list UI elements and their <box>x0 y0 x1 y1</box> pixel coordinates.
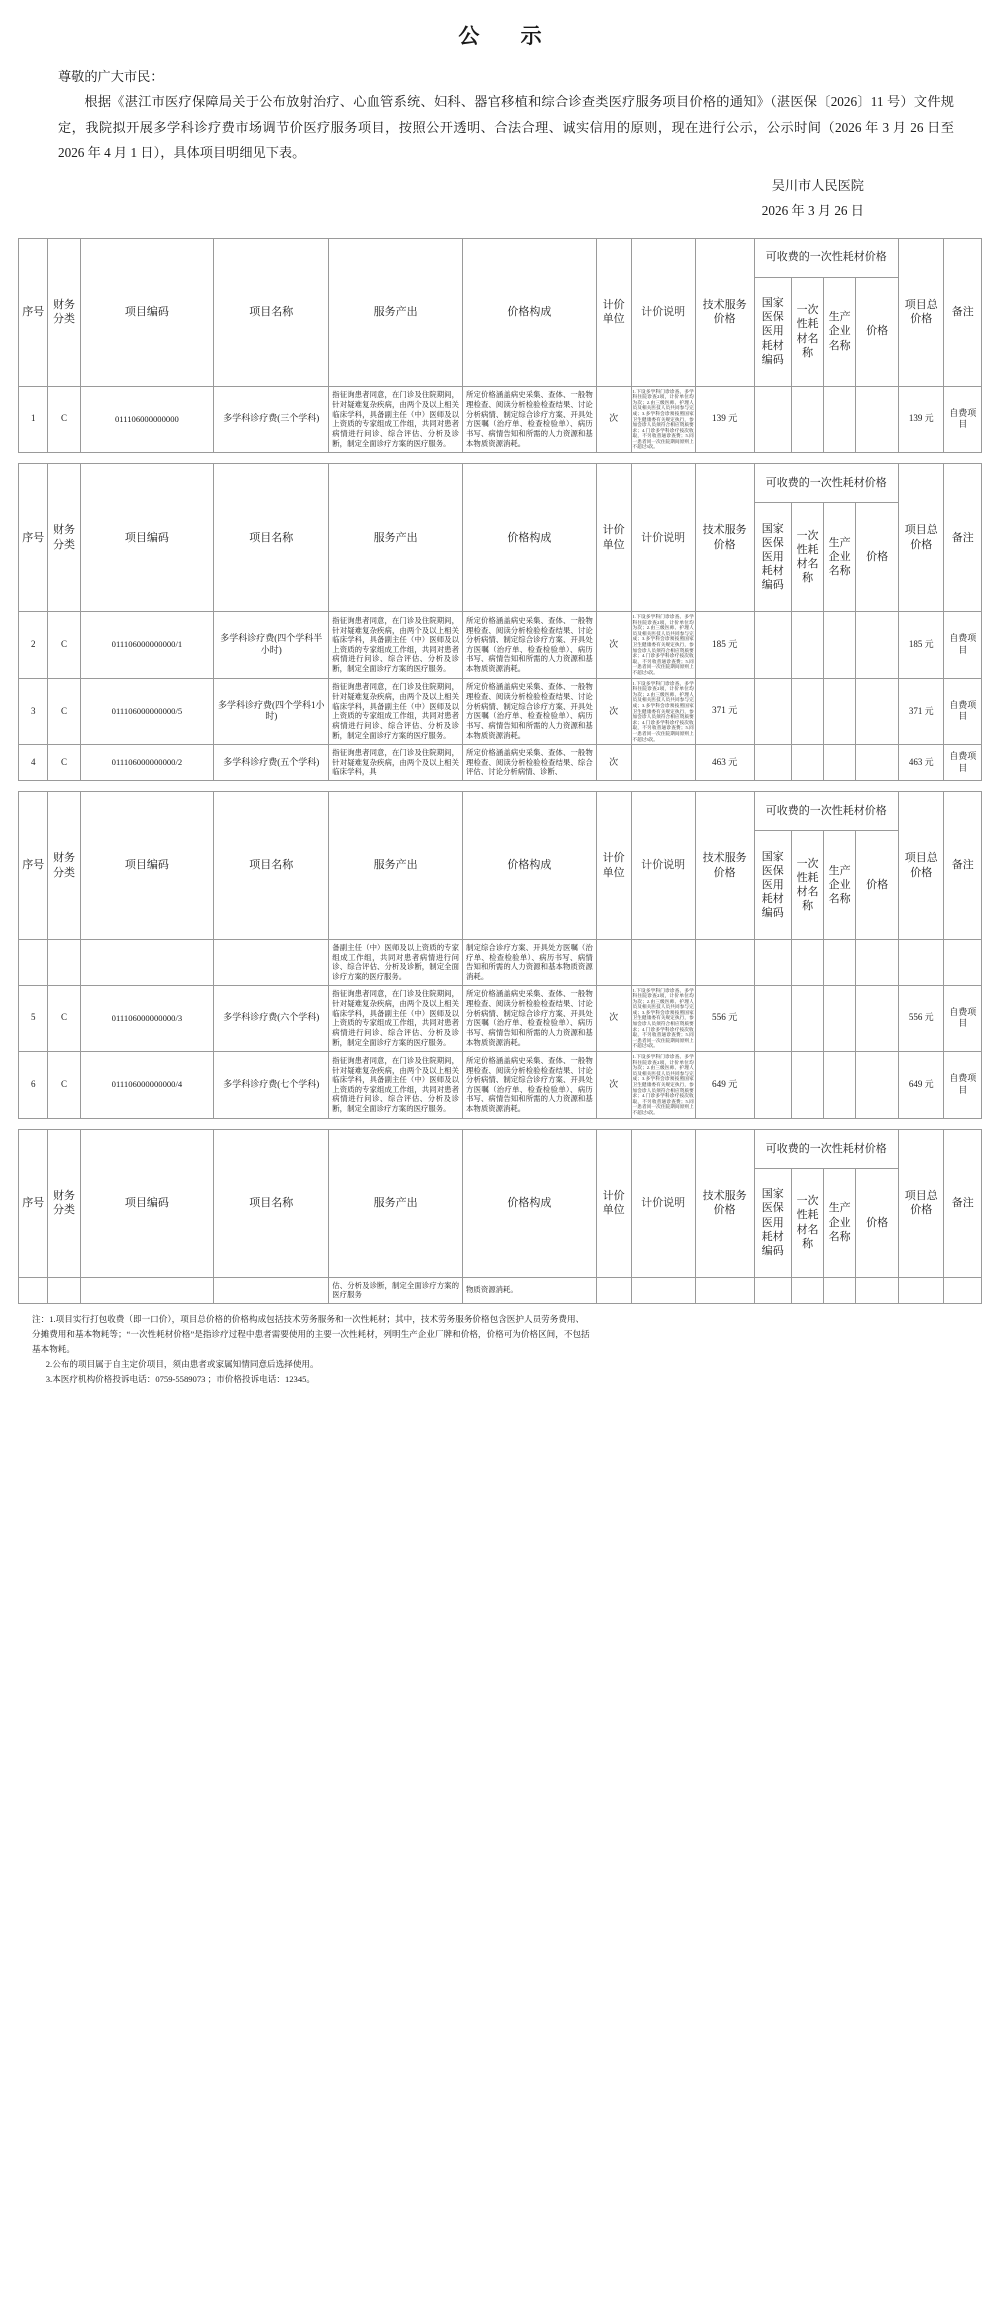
cell-item-code <box>80 1277 214 1303</box>
table-row-continuation <box>19 940 982 986</box>
cell-service-output: 指征询患者同意，在门诊及住院期间，针对疑难复杂疾病，由两个及以上相关临床学科，具 <box>329 745 463 781</box>
cell-finance-class: C <box>48 386 80 453</box>
cell-pricing-unit: 次 <box>596 745 631 781</box>
cell-pricing-unit: 次 <box>596 985 631 1052</box>
signature-block <box>18 165 982 233</box>
cell-seq: 1 <box>19 386 48 453</box>
col-header-item-name: 项目名称 <box>214 464 329 612</box>
cell-manufacturer <box>824 386 856 453</box>
col-header-total-price: 项目总价格 <box>899 792 944 940</box>
col-header-tech-price: 技术服务价格 <box>695 792 754 940</box>
col-header-consumable-name: 一次性耗材名称 <box>792 831 824 940</box>
cell-finance-class: C <box>48 985 80 1052</box>
col-header-pricing-unit: 计价单位 <box>596 792 631 940</box>
table-row <box>19 745 982 781</box>
col-header-total-price: 项目总价格 <box>899 238 944 386</box>
cell-item-name: 多学科诊疗费(五个学科) <box>214 745 329 781</box>
note-line-2: 分摊费用和基本物耗等；“一次性耗材价格”是指诊疗过程中患者需要使用的主要一次性耗材，列明生产企业厂牌和价格，价格可为价格区间，不包括 <box>32 1328 590 1339</box>
col-header-finance-class: 财务分类 <box>48 238 80 386</box>
cell-item-code: 011106000000000/4 <box>80 1052 214 1119</box>
cell-remark <box>944 940 982 986</box>
col-header-finance-class: 财务分类 <box>48 792 80 940</box>
col-header-item-name: 项目名称 <box>214 792 329 940</box>
col-header-finance-class: 财务分类 <box>48 464 80 612</box>
col-header-seq: 序号 <box>19 792 48 940</box>
cell-consumable-price <box>856 985 899 1052</box>
col-header-item-code: 项目编码 <box>80 464 214 612</box>
cell-remark: 自费项目 <box>944 745 982 781</box>
cell-tech-price <box>695 1277 754 1303</box>
cell-item-name: 多学科诊疗费(七个学科) <box>214 1052 329 1119</box>
col-header-consumable-price: 价格 <box>856 831 899 940</box>
intro-paragraph: 根据《湛江市医疗保障局关于公布放射治疗、心血管系统、妇科、器官移植和综合诊查类医疗服务项目价格的通知》（湛医保〔2026〕11 号）文件规定，我院拟开展多学科诊疗费市场调节价医疗服务项目，按照公开透明、合法合理、诚实信用的原则，现在进行公示，公示时间（2026 年 3 月 26 日至 2026 年 4 月 1 日），具体项目明细见下表。 <box>58 94 954 161</box>
cell-pricing-note <box>631 940 695 986</box>
cell-nmc-code <box>754 985 791 1052</box>
col-header-consumable-name: 一次性耗材名称 <box>792 1168 824 1277</box>
cell-item-code: 011106000000000 <box>80 386 214 453</box>
col-header-manufacturer: 生产企业名称 <box>824 503 856 612</box>
col-header-tech-price: 技术服务价格 <box>695 464 754 612</box>
cell-price-composition: 所定价格涵盖病史采集、查体、一般物理检查、阅读分析检验检查结果、综合评估、讨论分析病情、诊断、 <box>463 745 597 781</box>
col-header-consumable-group: 可收费的一次性耗材价格 <box>754 1129 898 1168</box>
cell-total-price: 185 元 <box>899 612 944 679</box>
note-line-1: 注：1.项目实行打包收费（即一口价），项目总价格的价格构成包括技术劳务服务和一次性耗材；其中，技术劳务服务价格包含医护人员劳务费用、 <box>32 1313 585 1324</box>
cell-manufacturer <box>824 678 856 745</box>
signature-organization: 吴川市人民医院 <box>771 178 864 194</box>
col-header-consumable-price: 价格 <box>856 277 899 386</box>
cell-consumable-price <box>856 678 899 745</box>
col-header-manufacturer: 生产企业名称 <box>824 831 856 940</box>
cell-consumable-name <box>792 612 824 679</box>
col-header-item-code: 项目编码 <box>80 238 214 386</box>
cell-price-composition: 所定价格涵盖病史采集、查体、一般物理检查、阅读分析检验检查结果、讨论分析病情、制定综合诊疗方案、开具处方医嘱（治疗单、检查检验单）、病历书写、病情告知和所需的人力资源和基本物质资源消耗。 <box>463 678 597 745</box>
col-header-consumable-name: 一次性耗材名称 <box>792 503 824 612</box>
cell-consumable-name <box>792 1052 824 1119</box>
col-header-pricing-note: 计价说明 <box>631 1129 695 1277</box>
cell-pricing-note: 1.下设多学科门诊诊查、多学科住院诊查2项，计价单位均为次；2.由三级医师、护理人员及相关医技人员共同参与完成；3.多学科会诊须按照国家卫生健康委有关规定执行，参加会诊人员须符合相应资质要求；4.门诊多学科诊疗按次收取，不另收普通诊查费；5.同一患者同一次住院期间原则上不超过3次。 <box>631 1052 695 1119</box>
col-header-tech-price: 技术服务价格 <box>695 1129 754 1277</box>
col-header-remark: 备注 <box>944 464 982 612</box>
col-header-seq: 序号 <box>19 1129 48 1277</box>
col-header-pricing-unit: 计价单位 <box>596 464 631 612</box>
col-header-total-price: 项目总价格 <box>899 464 944 612</box>
cell-pricing-unit: 次 <box>596 612 631 679</box>
cell-price-composition: 所定价格涵盖病史采集、查体、一般物理检查、阅读分析检验检查结果、讨论分析病情、制定综合诊疗方案、开具处方医嘱（治疗单、检查检验单）、病历书写、病情告知和所需的人力资源和基本物质资源消耗。 <box>463 1052 597 1119</box>
signature-date: 2026 年 3 月 26 日 <box>761 203 864 219</box>
cell-service-output: 备副主任（中）医师及以上资质的专家组成工作组，共同对患者病情进行问诊、综合评估、分析及诊断，制定全面诊疗方案的医疗服务。 <box>329 940 463 986</box>
cell-remark: 自费项目 <box>944 1052 982 1119</box>
note-line-4: 2.公布的项目属于自主定价项目，须由患者或家属知情同意后选择使用。 <box>45 1358 319 1369</box>
col-header-item-name: 项目名称 <box>214 238 329 386</box>
col-header-service-output: 服务产出 <box>329 792 463 940</box>
cell-pricing-note: 1.下设多学科门诊诊查、多学科住院诊查2项，计价单位均为次；2.由三级医师、护理人员及相关医技人员共同参与完成；3.多学科会诊须按照国家卫生健康委有关规定执行，参加会诊人员须符合相应资质要求；4.门诊多学科诊疗按次收取，不另收普通诊查费；5.同一患者同一次住院期间原则上不超过3次。 <box>631 678 695 745</box>
cell-total-price: 556 元 <box>899 985 944 1052</box>
cell-tech-price: 556 元 <box>695 985 754 1052</box>
cell-item-name <box>214 940 329 986</box>
cell-remark: 自费项目 <box>944 985 982 1052</box>
block-gap <box>18 1119 982 1125</box>
cell-tech-price <box>695 940 754 986</box>
col-header-price-composition: 价格构成 <box>463 464 597 612</box>
cell-item-name: 多学科诊疗费(六个学科) <box>214 985 329 1052</box>
price-table-block-1 <box>18 238 982 454</box>
cell-consumable-name <box>792 386 824 453</box>
cell-total-price <box>899 940 944 986</box>
cell-nmc-code <box>754 386 791 453</box>
col-header-item-code: 项目编码 <box>80 792 214 940</box>
cell-item-code: 011106000000000/3 <box>80 985 214 1052</box>
salutation: 尊敬的广大市民： <box>58 69 164 84</box>
cell-total-price: 649 元 <box>899 1052 944 1119</box>
cell-consumable-price <box>856 745 899 781</box>
cell-price-composition: 制定综合诊疗方案、开具处方医嘱（治疗单、检查检验单）、病历书写、病情告知和所需的人力资源和基本物质资源消耗。 <box>463 940 597 986</box>
cell-tech-price: 463 元 <box>695 745 754 781</box>
table-group-header-row <box>19 792 982 831</box>
note-line-5: 3.本医疗机构价格投诉电话：0759-5589073 ；市价格投诉电话：12345。 <box>45 1373 316 1384</box>
cell-item-name: 多学科诊疗费(四个学科半小时) <box>214 612 329 679</box>
cell-pricing-note: 1.下设多学科门诊诊查、多学科住院诊查2项，计价单位均为次；2.由三级医师、护理人员及相关医技人员共同参与完成；3.多学科会诊须按照国家卫生健康委有关规定执行，参加会诊人员须符合相应资质要求；4.门诊多学科诊疗按次收取，不另收普通诊查费；5.同一患者同一次住院期间原则上不超过3次。 <box>631 386 695 453</box>
col-header-manufacturer: 生产企业名称 <box>824 1168 856 1277</box>
col-header-nmc-code: 国家医保医用耗材编码 <box>754 503 791 612</box>
cell-nmc-code <box>754 1052 791 1119</box>
col-header-service-output: 服务产出 <box>329 1129 463 1277</box>
col-header-total-price: 项目总价格 <box>899 1129 944 1277</box>
col-header-tech-price: 技术服务价格 <box>695 238 754 386</box>
cell-pricing-note: 1.下设多学科门诊诊查、多学科住院诊查2项，计价单位均为次；2.由三级医师、护理人员及相关医技人员共同参与完成；3.多学科会诊须按照国家卫生健康委有关规定执行，参加会诊人员须符合相应资质要求；4.门诊多学科诊疗按次收取，不另收普通诊查费；5.同一患者同一次住院期间原则上不超过3次。 <box>631 612 695 679</box>
cell-pricing-unit <box>596 1277 631 1303</box>
cell-item-name <box>214 1277 329 1303</box>
col-header-consumable-group: 可收费的一次性耗材价格 <box>754 238 898 277</box>
cell-remark <box>944 1277 982 1303</box>
cell-consumable-name <box>792 1277 824 1303</box>
cell-consumable-name <box>792 745 824 781</box>
col-header-consumable-group: 可收费的一次性耗材价格 <box>754 792 898 831</box>
cell-item-code: 011106000000000/5 <box>80 678 214 745</box>
table-group-header-row <box>19 464 982 503</box>
col-header-item-name: 项目名称 <box>214 1129 329 1277</box>
col-header-pricing-note: 计价说明 <box>631 464 695 612</box>
price-table-block-3 <box>18 791 982 1119</box>
col-header-seq: 序号 <box>19 464 48 612</box>
footer-notes <box>18 1304 982 1391</box>
col-header-price-composition: 价格构成 <box>463 238 597 386</box>
cell-nmc-code <box>754 612 791 679</box>
col-header-remark: 备注 <box>944 238 982 386</box>
col-header-service-output: 服务产出 <box>329 464 463 612</box>
cell-item-name: 多学科诊疗费(四个学科1小时) <box>214 678 329 745</box>
cell-price-composition: 所定价格涵盖病史采集、查体、一般物理检查、阅读分析检验检查结果、讨论分析病情、制定综合诊疗方案、开具处方医嘱（治疗单、检查检验单）、病历书写、病情告知和所需的人力资源和基本物质资源消耗。 <box>463 985 597 1052</box>
price-table-block-4 <box>18 1129 982 1304</box>
cell-manufacturer <box>824 612 856 679</box>
cell-seq <box>19 1277 48 1303</box>
cell-finance-class: C <box>48 1052 80 1119</box>
col-header-pricing-unit: 计价单位 <box>596 1129 631 1277</box>
col-header-consumable-price: 价格 <box>856 503 899 612</box>
cell-pricing-note: 1.下设多学科门诊诊查、多学科住院诊查2项，计价单位均为次；2.由三级医师、护理人员及相关医技人员共同参与完成；3.多学科会诊须按照国家卫生健康委有关规定执行，参加会诊人员须符合相应资质要求；4.门诊多学科诊疗按次收取，不另收普通诊查费；5.同一患者同一次住院期间原则上不超过3次。 <box>631 985 695 1052</box>
cell-consumable-price <box>856 612 899 679</box>
cell-service-output: 指征询患者同意，在门诊及住院期间，针对疑难复杂疾病，由两个及以上相关临床学科，具备副主任（中）医师及以上资质的专家组成工作组，共同对患者病情进行问诊、综合评估、分析及诊断，制定全面诊疗方案的医疗服务。 <box>329 612 463 679</box>
col-header-nmc-code: 国家医保医用耗材编码 <box>754 831 791 940</box>
cell-tech-price: 371 元 <box>695 678 754 745</box>
col-header-item-code: 项目编码 <box>80 1129 214 1277</box>
cell-price-composition: 物质资源消耗。 <box>463 1277 597 1303</box>
cell-consumable-name <box>792 985 824 1052</box>
cell-finance-class <box>48 940 80 986</box>
cell-finance-class <box>48 1277 80 1303</box>
cell-pricing-note <box>631 745 695 781</box>
col-header-remark: 备注 <box>944 1129 982 1277</box>
cell-remark: 自费项目 <box>944 678 982 745</box>
cell-tech-price: 139 元 <box>695 386 754 453</box>
cell-service-output: 指征询患者同意，在门诊及住院期间，针对疑难复杂疾病，由两个及以上相关临床学科，具备副主任（中）医师及以上资质的专家组成工作组，共同对患者病情进行问诊、综合评估、分析及诊断，制定全面诊疗方案的医疗服务。 <box>329 678 463 745</box>
col-header-service-output: 服务产出 <box>329 238 463 386</box>
col-header-consumable-price: 价格 <box>856 1168 899 1277</box>
cell-price-composition: 所定价格涵盖病史采集、查体、一般物理检查、阅读分析检验检查结果、讨论分析病情、制定综合诊疗方案、开具处方医嘱（治疗单、检查检验单）、病历书写、病情告知和所需的人力资源和基本物质资源消耗。 <box>463 386 597 453</box>
cell-nmc-code <box>754 745 791 781</box>
table-row <box>19 1052 982 1119</box>
cell-service-output: 估、分析及诊断，制定全面诊疗方案的医疗服务 <box>329 1277 463 1303</box>
cell-tech-price: 649 元 <box>695 1052 754 1119</box>
cell-finance-class: C <box>48 612 80 679</box>
cell-remark: 自费项目 <box>944 386 982 453</box>
table-row <box>19 985 982 1052</box>
cell-total-price: 371 元 <box>899 678 944 745</box>
col-header-pricing-unit: 计价单位 <box>596 238 631 386</box>
cell-service-output: 指征询患者同意，在门诊及住院期间，针对疑难复杂疾病，由两个及以上相关临床学科，具备副主任（中）医师及以上资质的专家组成工作组，共同对患者病情进行问诊、综合评估、分析及诊断，制定全面诊疗方案的医疗服务。 <box>329 1052 463 1119</box>
cell-seq: 2 <box>19 612 48 679</box>
col-header-price-composition: 价格构成 <box>463 792 597 940</box>
cell-seq: 3 <box>19 678 48 745</box>
cell-seq: 5 <box>19 985 48 1052</box>
col-header-pricing-note: 计价说明 <box>631 792 695 940</box>
cell-pricing-note <box>631 1277 695 1303</box>
col-header-nmc-code: 国家医保医用耗材编码 <box>754 277 791 386</box>
table-row <box>19 612 982 679</box>
cell-service-output: 指征询患者同意，在门诊及住院期间，针对疑难复杂疾病，由两个及以上相关临床学科，具备副主任（中）医师及以上资质的专家组成工作组，共同对患者病情进行问诊、综合评估、分析及诊断，制定全面诊疗方案的医疗服务。 <box>329 985 463 1052</box>
cell-total-price: 139 元 <box>899 386 944 453</box>
col-header-nmc-code: 国家医保医用耗材编码 <box>754 1168 791 1277</box>
cell-consumable-price <box>856 940 899 986</box>
table-group-header-row <box>19 1129 982 1168</box>
cell-seq: 4 <box>19 745 48 781</box>
cell-item-code <box>80 940 214 986</box>
table-row <box>19 678 982 745</box>
col-header-remark: 备注 <box>944 792 982 940</box>
col-header-price-composition: 价格构成 <box>463 1129 597 1277</box>
cell-item-name: 多学科诊疗费(三个学科) <box>214 386 329 453</box>
cell-manufacturer <box>824 940 856 986</box>
cell-nmc-code <box>754 678 791 745</box>
cell-finance-class: C <box>48 678 80 745</box>
price-table-block-2 <box>18 463 982 781</box>
cell-total-price: 463 元 <box>899 745 944 781</box>
page-title: 公 示 <box>458 24 560 48</box>
cell-manufacturer <box>824 1052 856 1119</box>
cell-nmc-code <box>754 1277 791 1303</box>
cell-seq <box>19 940 48 986</box>
col-header-consumable-name: 一次性耗材名称 <box>792 277 824 386</box>
cell-total-price <box>899 1277 944 1303</box>
table-row <box>19 386 982 453</box>
cell-service-output: 指征询患者同意，在门诊及住院期间，针对疑难复杂疾病，由两个及以上相关临床学科，具备副主任（中）医师及以上资质的专家组成工作组，共同对患者病情进行问诊、综合评估、分析及诊断，制定全面诊疗方案的医疗服务。 <box>329 386 463 453</box>
col-header-pricing-note: 计价说明 <box>631 238 695 386</box>
col-header-manufacturer: 生产企业名称 <box>824 277 856 386</box>
cell-consumable-price <box>856 386 899 453</box>
table-group-header-row <box>19 238 982 277</box>
cell-nmc-code <box>754 940 791 986</box>
cell-consumable-price <box>856 1277 899 1303</box>
block-gap <box>18 781 982 787</box>
note-line-3: 基本物耗。 <box>32 1343 75 1354</box>
block-gap <box>18 453 982 459</box>
cell-tech-price: 185 元 <box>695 612 754 679</box>
table-row-continuation <box>19 1277 982 1303</box>
cell-pricing-unit: 次 <box>596 1052 631 1119</box>
cell-consumable-name <box>792 678 824 745</box>
cell-manufacturer <box>824 985 856 1052</box>
cell-price-composition: 所定价格涵盖病史采集、查体、一般物理检查、阅读分析检验检查结果、讨论分析病情、制定综合诊疗方案、开具处方医嘱（治疗单、检查检验单）、病历书写、病情告知和所需的人力资源和基本物质资源消耗。 <box>463 612 597 679</box>
cell-pricing-unit: 次 <box>596 678 631 745</box>
cell-consumable-name <box>792 940 824 986</box>
cell-finance-class: C <box>48 745 80 781</box>
cell-pricing-unit: 次 <box>596 386 631 453</box>
cell-item-code: 011106000000000/2 <box>80 745 214 781</box>
cell-manufacturer <box>824 1277 856 1303</box>
cell-consumable-price <box>856 1052 899 1119</box>
cell-manufacturer <box>824 745 856 781</box>
col-header-finance-class: 财务分类 <box>48 1129 80 1277</box>
col-header-seq: 序号 <box>19 238 48 386</box>
cell-seq: 6 <box>19 1052 48 1119</box>
cell-pricing-unit <box>596 940 631 986</box>
cell-remark: 自费项目 <box>944 612 982 679</box>
intro-text-block <box>18 64 982 165</box>
col-header-consumable-group: 可收费的一次性耗材价格 <box>754 464 898 503</box>
cell-item-code: 011106000000000/1 <box>80 612 214 679</box>
